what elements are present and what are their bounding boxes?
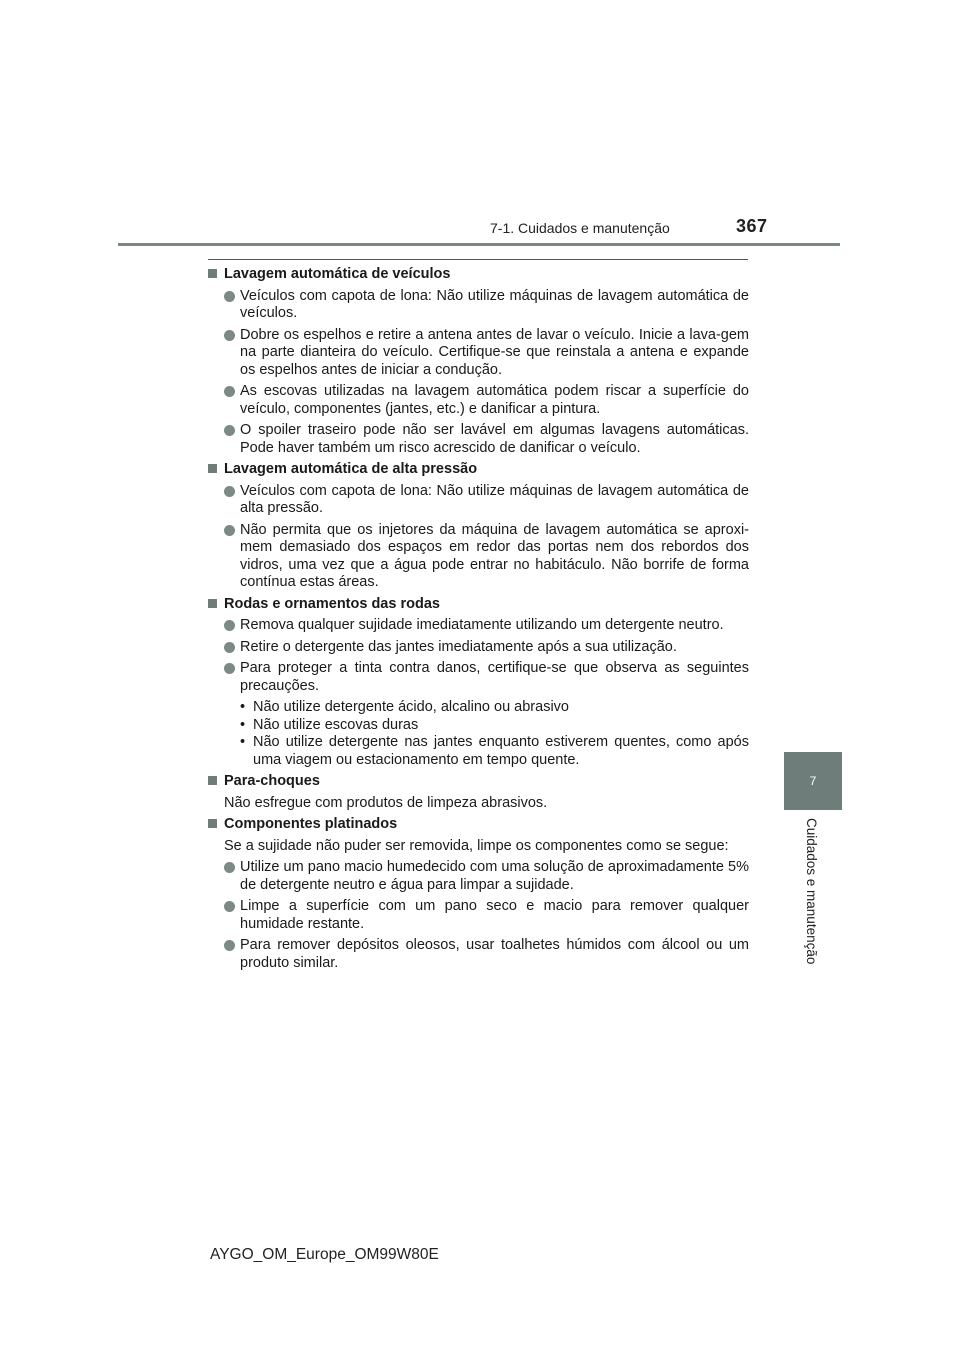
list-item: O spoiler traseiro pode não ser lavável em algumas lavagens automáticas. Pode haver também um risco acrescido de danificar o veículo.: [208, 422, 749, 457]
chapter-number: 7: [809, 774, 817, 788]
list-item: Para remover depósitos oleosos, usar toalhetes húmidos com álcool ou um produto similar.: [208, 937, 749, 972]
section-paragraph: Se a sujidade não puder ser removida, limpe os componentes como se segue:: [224, 837, 729, 854]
circle-bullet-icon: [224, 663, 235, 674]
content-area: [208, 266, 749, 976]
list-item: Veículos com capota de lona: Não utilize máquinas de lavagem automática de veículos.: [208, 288, 749, 323]
section-high-pressure-wash: [208, 461, 749, 592]
list-item: As escovas utilizadas na lavagem automática podem riscar a superfície do veículo, componentes (jantes, etc.) e danificar a pintura.: [208, 383, 749, 418]
list-item: Remova qualquer sujidade imediatamente utilizando um detergente neutro.: [208, 617, 749, 635]
chapter-tab[interactable]: [784, 752, 842, 810]
page-number: 367: [736, 216, 768, 236]
sub-list: [208, 699, 749, 769]
list-item: Para proteger a tinta contra danos, certifique-se que observa as seguintes precauções.: [208, 660, 749, 695]
list-item: Utilize um pano macio humedecido com uma solução de aproximadamente 5% de detergente neutro e água para limpar a sujidade.: [208, 859, 749, 894]
sub-list-item: • Não utilize escovas duras: [240, 716, 419, 733]
chapter-side-label: [780, 812, 846, 992]
circle-bullet-icon: [224, 425, 235, 436]
dot-marker-icon: •: [240, 716, 246, 733]
list-item: Dobre os espelhos e retire a antena antes de lavar o veículo. Inicie a lava-gem na parte dianteira do veículo. Certifique-se que reinstala a antena e expande os espelhos antes de iniciar a condução.: [208, 327, 749, 380]
sub-list-item: • Não utilize detergente ácido, alcalino ou abrasivo: [240, 699, 569, 715]
dot-marker-icon: •: [240, 734, 246, 750]
square-bullet-icon: [208, 464, 217, 473]
section-heading: Componentes platinados: [208, 816, 749, 834]
section-automatic-wash: [208, 266, 749, 457]
section-heading: Para-choques: [208, 773, 749, 791]
header-rule: [118, 243, 840, 246]
circle-bullet-icon: [224, 620, 235, 631]
square-bullet-icon: [208, 776, 217, 785]
section-plated-components: [208, 816, 749, 972]
circle-bullet-icon: [224, 525, 235, 536]
circle-bullet-icon: [224, 940, 235, 951]
section-paragraph: Não esfregue com produtos de limpeza abrasivos.: [224, 794, 548, 811]
header-section-title: 7-1. Cuidados e manutenção: [490, 220, 670, 236]
chapter-label-text: Cuidados e manutenção: [804, 818, 819, 965]
square-bullet-icon: [208, 599, 217, 608]
circle-bullet-icon: [224, 901, 235, 912]
section-wheels: [208, 596, 749, 770]
section-heading: Lavagem automática de alta pressão: [208, 461, 749, 479]
list-item: Não permita que os injetores da máquina de lavagem automática se aproxi-mem demasiado dos espaços em redor das portas nem dos rebordos dos vidros, uma vez que a água pode entrar no habitáculo. Não borrife de forma contínua estas áreas.: [208, 522, 749, 592]
footer-doc-code: AYGO_OM_Europe_OM99W80E: [210, 1246, 439, 1263]
circle-bullet-icon: [224, 291, 235, 302]
dot-marker-icon: •: [240, 699, 246, 715]
square-bullet-icon: [208, 269, 217, 278]
circle-bullet-icon: [224, 330, 235, 341]
content-top-rule: [208, 259, 748, 260]
list-item: Retire o detergente das jantes imediatamente após a sua utilização.: [208, 639, 749, 657]
section-bumpers: [208, 773, 749, 812]
sub-list-item: • Não utilize detergente nas jantes enquanto estiverem quentes, como após uma viagem ou estacionamento em tempo quente.: [240, 734, 749, 768]
circle-bullet-icon: [224, 386, 235, 397]
circle-bullet-icon: [224, 862, 235, 873]
square-bullet-icon: [208, 819, 217, 828]
circle-bullet-icon: [224, 486, 235, 497]
list-item: Limpe a superfície com um pano seco e macio para remover qualquer humidade restante.: [208, 898, 749, 933]
list-item: Veículos com capota de lona: Não utilize máquinas de lavagem automática de alta pressão.: [208, 483, 749, 518]
circle-bullet-icon: [224, 642, 235, 653]
section-heading: Rodas e ornamentos das rodas: [208, 596, 749, 614]
section-heading: Lavagem automática de veículos: [208, 266, 749, 284]
